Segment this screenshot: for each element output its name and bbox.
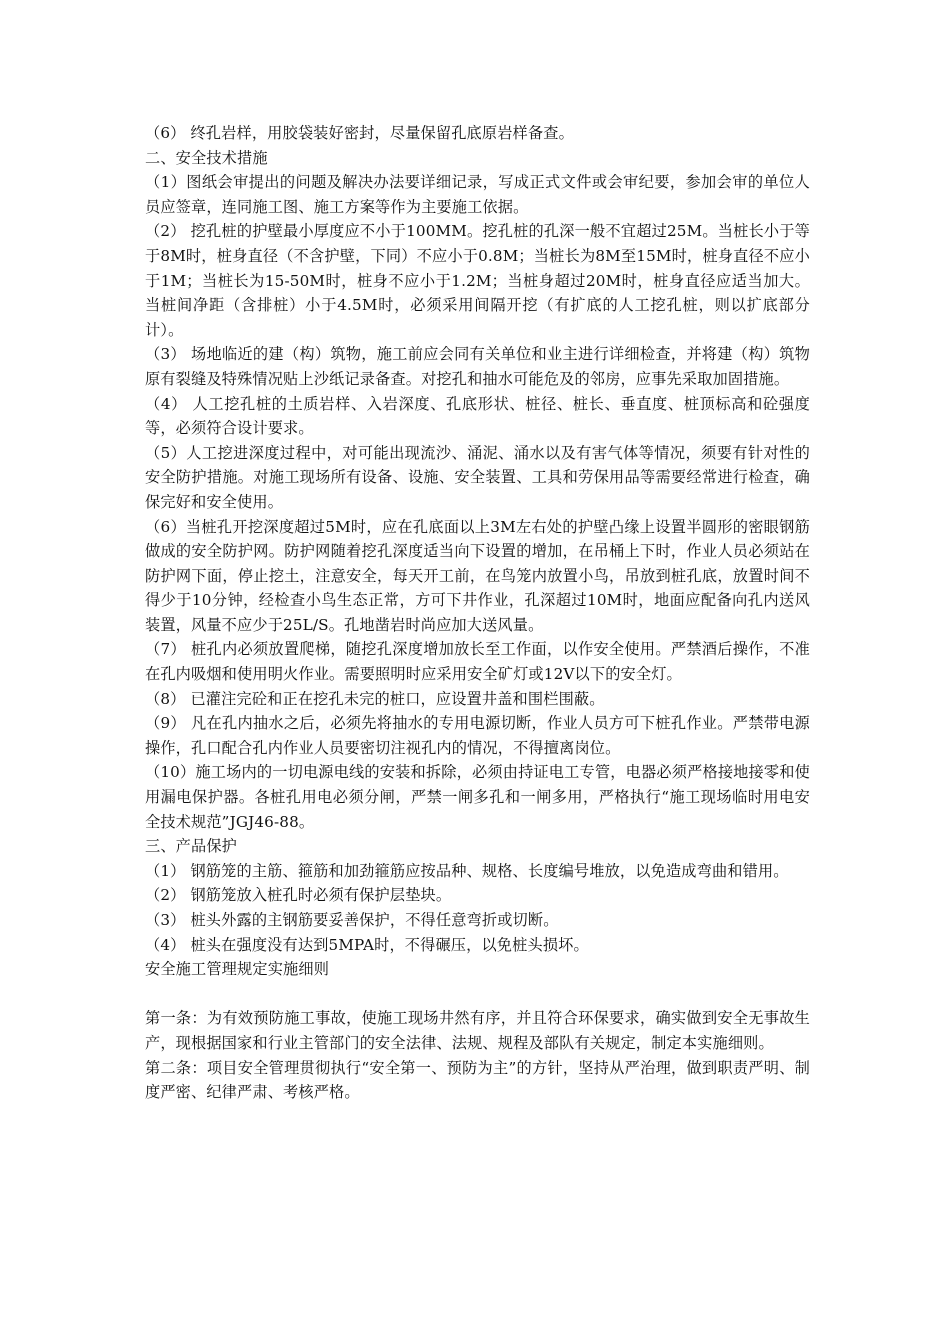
safety-item-4: （4） 人工挖孔桩的土质岩样、入岩深度、孔底形状、桩径、桩长、垂直度、桩顶标高和砼强度等，必须符合设计要求。 xyxy=(145,394,810,438)
rules-title: 安全施工管理规定实施细则 xyxy=(145,960,330,979)
blank-line xyxy=(145,982,810,1007)
safety-item-8: （8） 已灌注完砼和正在挖孔未完的桩口，应设置井盖和围栏围蔽。 xyxy=(145,689,605,708)
safety-item-7: （7） 桩孔内必须放置爬梯，随挖孔深度增加放长至工作面，以作安全使用。严禁酒后操作，不准在孔内吸烟和使用明火作业。需要照明时应采用安全矿灯或12V以下的安全灯。 xyxy=(145,640,810,684)
safety-item-10: （10）施工场内的一切电源电线的安装和拆除，必须由持证电工专管，电器必须严格接地接零和使用漏电保护器。各桩孔用电必须分闸，严禁一闸多孔和一闸多用，严格执行“施工现场临时用电安全技术规范”JGJ46-88。 xyxy=(145,763,810,831)
safety-item-1: （1）图纸会审提出的问题及解决办法要详细记录，写成正式文件或会审纪要，参加会审的单位人员应签章，连同施工图、施工方案等作为主要施工依据。 xyxy=(145,173,810,216)
protection-item-1: （1） 钢筋笼的主筋、箍筋和加劲箍筋应按品种、规格、长度编号堆放，以免造成弯曲和错用。 xyxy=(145,861,789,880)
safety-item-5: （5）人工挖进深度过程中，对可能出现流沙、涌泥、涌水以及有害气体等情况，须要有针对性的安全防护措施。对施工现场所有设备、设施、安全装置、工具和劳保用品等需要经常进行检查，确保完好和安全使用。 xyxy=(145,443,810,511)
safety-item-9: （9） 凡在孔内抽水之后，必须先将抽水的专用电源切断，作业人员方可下桩孔作业。严禁带电源操作，孔口配合孔内作业人员要密切注视孔内的情况，不得擅离岗位。 xyxy=(145,714,810,757)
article-2: 第二条：项目安全管理贯彻执行“安全第一、预防为主”的方针，坚持从严治理，做到职责严明、制度严密、纪律严肃、考核严格。 xyxy=(145,1058,810,1102)
item-6-core-sample: （6） 终孔岩样，用胶袋装好密封，尽量保留孔底原岩样备查。 xyxy=(145,124,574,142)
section-heading-safety-measures: 二、安全技术措施 xyxy=(145,148,268,167)
article-1: 第一条：为有效预防施工事故，使施工现场井然有序，并且符合环保要求，确实做到安全无事故生产，现根据国家和行业主管部门的安全法律、法规、规程及部队有关规定，制定本实施细则。 xyxy=(145,1009,810,1052)
protection-item-3: （3） 桩头外露的主钢筋要妥善保护，不得任意弯折或切断。 xyxy=(145,911,559,929)
protection-item-4: （4） 桩头在强度没有达到5MPA时，不得碾压，以免桩头损坏。 xyxy=(145,935,589,954)
safety-item-6: （6）当桩孔开挖深度超过5M时，应在孔底面以上3M左右处的护壁凸缘上设置半圆形的密眼钢筋做成的安全防护网。防护网随着挖孔深度适当向下设置的增加，在吊桶上下时，作业人员必须站在防护网下面，停止挖土，注意安全，每天开工前，在鸟笼内放置小鸟，吊放到桩孔底，放置时间不得少于10分钟，经检查小鸟生态正常，方可下井作业，孔深超过10M时，地面应配备向孔内送风装置，风量不应少于25L/S。孔地凿岩时尚应加大送风量。 xyxy=(145,517,810,634)
protection-item-2: （2） 钢筋笼放入桩孔时必须有保护层垫块。 xyxy=(145,886,452,905)
safety-item-3: （3） 场地临近的建（构）筑物，施工前应会同有关单位和业主进行详细检查，并将建（构）筑物原有裂缝及特殊情况贴上沙纸记录备查。对挖孔和抽水可能危及的邻房，应事先采取加固措施。 xyxy=(145,345,810,388)
section-heading-product-protection: 三、产品保护 xyxy=(145,837,238,856)
safety-item-2: （2） 挖孔桩的护壁最小厚度应不小于100MM。挖孔桩的孔深一般不宜超过25M。当桩长小于等于8M时，桩身直径（不含护壁，下同）不应小于0.8M；当桩长为8M至15M时，桩身直径不应小于1M；当桩长为15-50M时，桩身不应小于1.2M；当桩身超过20M时，桩身直径应适当加大。当桩间净距（含排桩）小于4.5M时，必须采用间隔开挖（有扩底的人工挖孔桩，则以扩底部分计）。 xyxy=(145,222,810,339)
document-body xyxy=(145,121,810,1105)
